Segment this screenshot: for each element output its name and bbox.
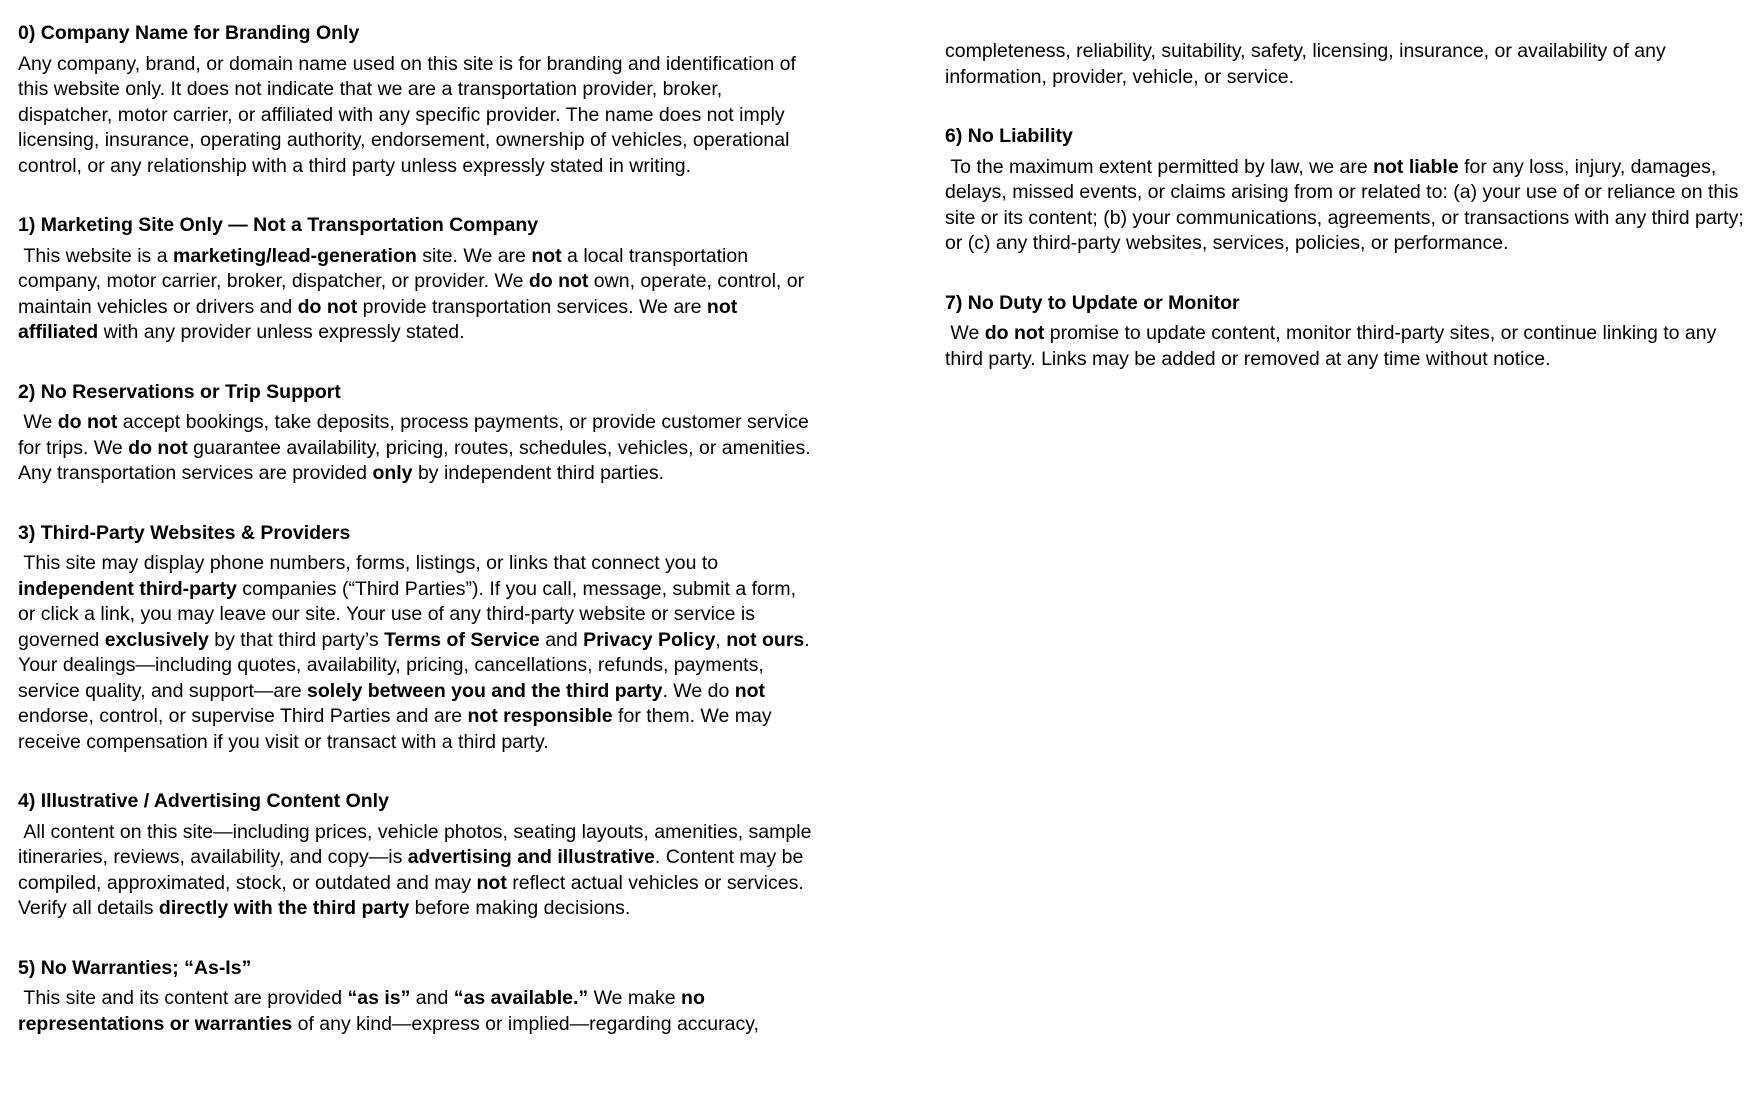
section-paragraph bbox=[945, 155, 1750, 257]
text-run: This site and its content are provided bbox=[18, 987, 348, 1009]
bold-text-run: not affiliated bbox=[18, 295, 743, 343]
text-run: endorse, control, or supervise Third Parties and are bbox=[18, 679, 771, 727]
bold-text-run: advertising and illustrative bbox=[407, 846, 655, 868]
text-run: a local transportation company, motor carrier, broker, dispatcher, or provider. We bbox=[18, 244, 754, 292]
text-run: and bbox=[539, 628, 584, 651]
bold-text-run: no representations or warranties bbox=[18, 987, 711, 1035]
section-paragraph bbox=[18, 986, 818, 1037]
text-run: We bbox=[945, 322, 985, 344]
section-heading: 6) No Liability bbox=[945, 125, 1073, 147]
legal-section bbox=[18, 789, 818, 922]
bold-text-run: do not bbox=[297, 295, 358, 318]
text-run: All content on this site—including prices, vehicle photos, seating layouts, amenities, sample itineraries, reviews, availability, and copy—is bbox=[18, 820, 817, 868]
bold-text-run: not bbox=[734, 679, 766, 702]
continuation-paragraph bbox=[945, 39, 1745, 90]
bold-text-run: directly with the third party bbox=[158, 897, 410, 919]
section-paragraph bbox=[18, 244, 818, 346]
bold-text-run: independent third-party bbox=[18, 577, 237, 600]
bold-text-run: not bbox=[476, 871, 507, 894]
text-run: Any company, brand, or domain name used on this site is for branding and identification of this website only. It does not indicate that we are a transportation provider, broker, dispatcher, motor carrier, or affiliated with any specific provider. The name does not imply licensing, insurance, operating authority, endorsement, ownership of vehicles, operational control, or any relationship with a third party unless expressly stated in writing. bbox=[18, 52, 802, 177]
text-run: This site may display phone numbers, forms, listings, or links that connect you to bbox=[18, 552, 724, 574]
bold-text-run: “as available.” bbox=[453, 987, 589, 1009]
column-right bbox=[945, 21, 1750, 372]
bold-text-run: marketing/lead-generation bbox=[172, 244, 417, 267]
text-run: guarantee availability, pricing, routes, schedules, vehicles, or amenities. Any transportation services are provided bbox=[18, 436, 815, 484]
bold-text-run: not bbox=[531, 244, 562, 267]
text-run: , bbox=[715, 628, 727, 651]
legal-section bbox=[18, 380, 818, 487]
section-paragraph bbox=[945, 321, 1745, 372]
text-run: of any kind—express or implied—regarding accuracy, bbox=[292, 1012, 759, 1035]
bold-text-run: do not bbox=[128, 436, 188, 459]
text-run: This website is a bbox=[18, 244, 173, 267]
bold-text-run: do not bbox=[57, 411, 118, 433]
text-run: by that third party’s bbox=[208, 628, 385, 651]
text-run: accept bookings, take deposits, process payments, or provide customer service for trips. We bbox=[18, 411, 815, 459]
legal-section bbox=[945, 291, 1745, 373]
section-heading: 2) No Reservations or Trip Support bbox=[18, 380, 341, 403]
text-run: for any loss, injury, damages, delays, missed events, or claims arising from or related to: (a) your use of or reliance on this site or its content; (b) your communications, agreements, or transactions with any third party; or (c) any third-party websites, services, policies, or performance. bbox=[945, 155, 1750, 254]
text-run: with any provider unless expressly stated. bbox=[98, 321, 465, 343]
section-heading: 7) No Duty to Update or Monitor bbox=[945, 291, 1240, 314]
bold-text-run: “as is” bbox=[347, 987, 411, 1009]
text-run: reflect actual vehicles or services. Verify all details bbox=[18, 871, 810, 919]
bold-text-run: not ours bbox=[726, 628, 805, 651]
text-run: . Content may be compiled, approximated, stock, or outdated and may bbox=[18, 846, 809, 894]
section-paragraph bbox=[18, 410, 818, 487]
text-run: completeness, reliability, suitability, safety, licensing, insurance, or availability of any information, provider, vehicle, or service. bbox=[945, 40, 1672, 88]
bold-text-run: Terms of Service bbox=[384, 628, 540, 651]
legal-section bbox=[18, 21, 818, 179]
section-paragraph bbox=[18, 820, 818, 922]
text-run: promise to update content, monitor third-party sites, or continue linking to any third party. Links may be added or removed at any time without notice. bbox=[945, 322, 1722, 370]
section-heading: 3) Third-Party Websites & Providers bbox=[18, 521, 351, 544]
text-run: We make bbox=[588, 987, 682, 1009]
legal-section bbox=[945, 124, 1750, 257]
section-paragraph bbox=[18, 52, 818, 180]
text-run: companies (“Third Parties”). If you call, message, submit a form, or click a link, you may leave our site. Your use of any third-party website or service is governed bbox=[18, 577, 802, 651]
section-heading: 0) Company Name for Branding Only bbox=[18, 22, 360, 44]
bold-text-run: Privacy Policy bbox=[583, 628, 716, 651]
bold-text-run: do not bbox=[528, 270, 589, 292]
section-heading: 1) Marketing Site Only — Not a Transportation Company bbox=[18, 214, 539, 236]
legal-section bbox=[18, 956, 818, 1038]
text-run: We bbox=[18, 411, 58, 433]
section-heading: 5) No Warranties; “As-Is” bbox=[18, 956, 252, 979]
text-run: site. We are bbox=[416, 244, 532, 267]
text-run: and bbox=[410, 987, 454, 1009]
bold-text-run: solely between you and the third party bbox=[307, 679, 663, 702]
text-run: by independent third parties. bbox=[412, 462, 665, 484]
bold-text-run: do not bbox=[984, 322, 1045, 344]
text-run: provide transportation services. We are bbox=[357, 295, 707, 318]
bold-text-run: exclusively bbox=[104, 628, 209, 651]
bold-text-run: not responsible bbox=[467, 705, 613, 727]
text-run: before making decisions. bbox=[409, 897, 631, 919]
column-left bbox=[18, 21, 818, 1037]
legal-section bbox=[18, 213, 818, 346]
text-run: . We do bbox=[662, 679, 735, 702]
text-run: for them. We may receive compensation if you visit or transact with a third party. bbox=[18, 705, 777, 753]
bold-text-run: only bbox=[372, 462, 413, 484]
bold-text-run: not liable bbox=[1373, 155, 1459, 178]
legal-section bbox=[945, 39, 1745, 90]
legal-section bbox=[18, 521, 818, 756]
section-heading: 4) Illustrative / Advertising Content Only bbox=[18, 790, 389, 812]
section-paragraph bbox=[18, 551, 818, 755]
text-run: own, operate, control, or maintain vehicles or drivers and bbox=[18, 270, 810, 318]
text-run: . Your dealings—including quotes, availability, pricing, cancellations, refunds, payments, service quality, and support—are bbox=[18, 628, 815, 702]
text-run: To the maximum extent permitted by law, we are bbox=[945, 155, 1374, 178]
